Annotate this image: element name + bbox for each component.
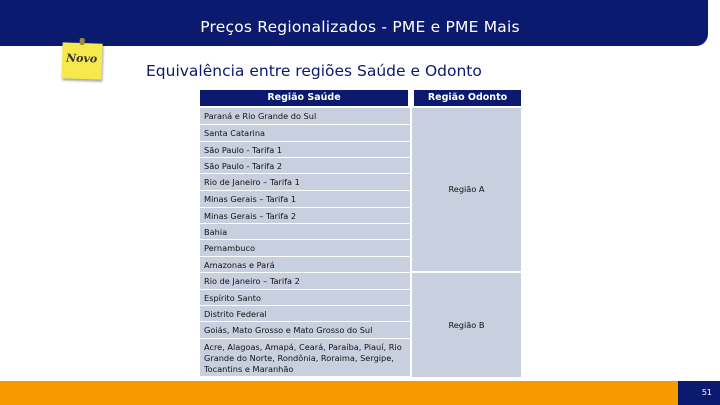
region-b-cell: Região B xyxy=(412,273,521,377)
table-row: Goiás, Mato Grosso e Mato Grosso do Sul xyxy=(200,322,410,339)
header-regiao-saude: Região Saúde xyxy=(200,90,408,106)
footer-bar xyxy=(0,381,720,405)
table-row: Minas Gerais – Tarifa 1 xyxy=(200,191,410,208)
table-row: Paraná e Rio Grande do Sul xyxy=(200,108,410,125)
table-row: São Paulo - Tarifa 1 xyxy=(200,142,410,158)
table-row: Acre, Alagoas, Amapá, Ceará, Paraíba, Piauí, Rio Grande do Norte, Rondônia, Roraima, Sergipe, Tocantins e Maranhão xyxy=(200,339,410,377)
footer-page-box xyxy=(678,381,720,405)
table-row: Pernambuco xyxy=(200,240,410,257)
sticky-note-text: Novo xyxy=(65,51,98,66)
table-row: Distrito Federal xyxy=(200,306,410,322)
table-row: Amazonas e Pará xyxy=(200,257,410,273)
table-row: Rio de Janeiro – Tarifa 1 xyxy=(200,174,410,191)
slide-subtitle: Equivalência entre regiões Saúde e Odonto xyxy=(146,62,482,80)
region-a-cell: Região A xyxy=(412,108,521,271)
table-row: Santa Catarina xyxy=(200,125,410,142)
page-title: Preços Regionalizados - PME e PME Mais xyxy=(200,18,520,36)
table-row: Rio de Janeiro – Tarifa 2 xyxy=(200,273,410,290)
page-number: 51 xyxy=(701,388,712,397)
header-regiao-odonto: Região Odonto xyxy=(414,90,521,106)
new-sticky-note xyxy=(61,42,102,79)
pin-icon xyxy=(80,38,85,45)
table-row: Espírito Santo xyxy=(200,290,410,306)
table-row: Minas Gerais – Tarifa 2 xyxy=(200,208,410,224)
table-row: Bahia xyxy=(200,224,410,240)
table-row: São Paulo - Tarifa 2 xyxy=(200,158,410,174)
